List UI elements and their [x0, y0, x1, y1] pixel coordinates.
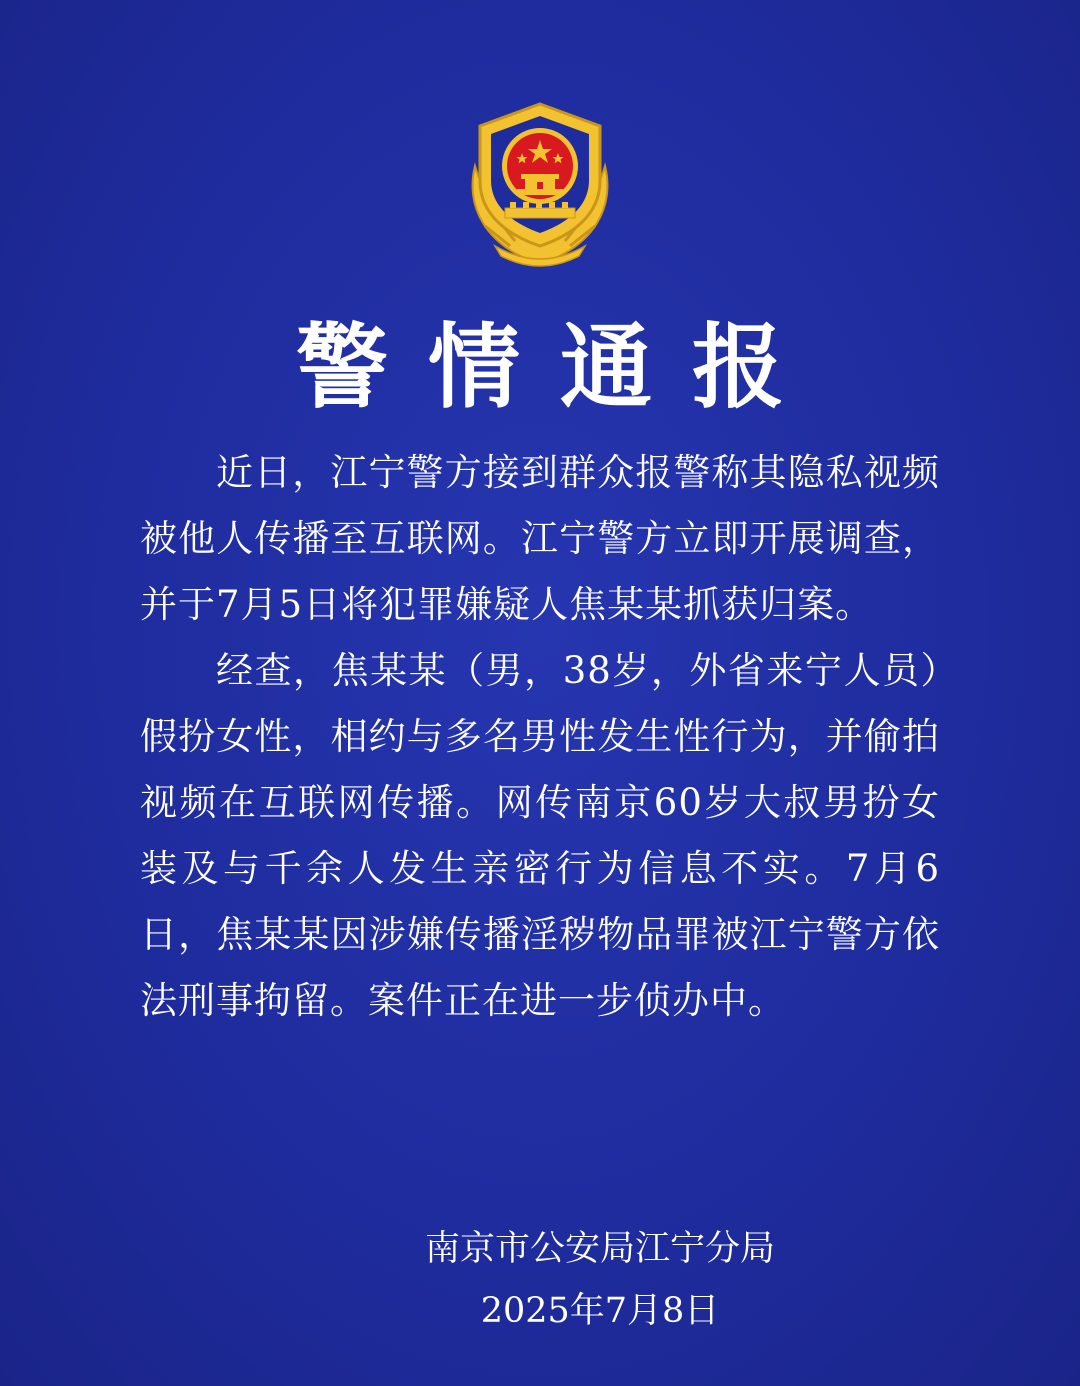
- notice-title: 警情通报: [295, 313, 824, 421]
- police-emblem-icon: [455, 96, 625, 268]
- paragraph-1: 近日，江宁警方接到群众报警称其隐私视频被他人传播至互联网。江宁警方立即开展调查，并于7月5日将犯罪嫌疑人焦某某抓获归案。: [140, 451, 940, 626]
- issue-date: 2025年7月8日: [480, 1291, 720, 1331]
- signature-block: [380, 1218, 820, 1342]
- paragraph-2: 经查，焦某某（男，38岁，外省来宁人员）假扮女性，相约与多名男性发生性行为，并偷拍视频在互联网传播。网传南京60岁大叔男扮女装及与千余人发生亲密行为信息不实。7月6日，焦某某因涉嫌传播淫秽物品罪被江宁警方依法刑事拘留。案件正在进一步侦办中。: [140, 649, 940, 1022]
- notice-body: [140, 440, 940, 1034]
- issuing-organization: 南京市公安局江宁分局: [424, 1229, 775, 1269]
